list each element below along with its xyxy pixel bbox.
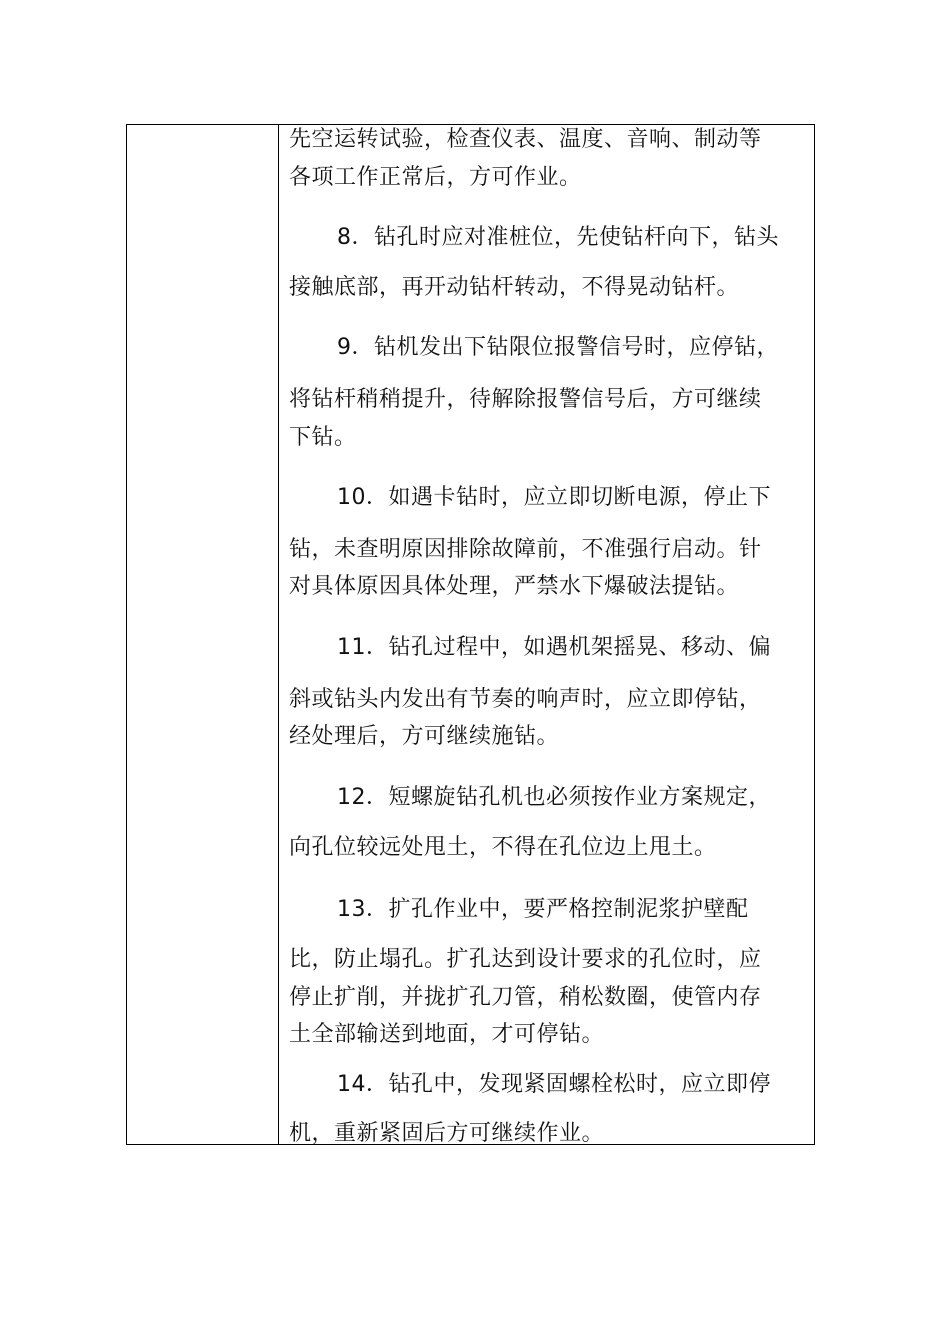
- item-14-line-1: 14．钻孔中，发现紧固螺栓松时，应立即停: [337, 1072, 771, 1097]
- item-9-line-1: 9．钻机发出下钻限位报警信号时，应停钻，: [337, 335, 779, 360]
- item-13-line-2: 比，防止塌孔。扩孔达到设计要求的孔位时，应: [289, 947, 762, 972]
- text-line: 各项工作正常后，方可作业。: [289, 165, 582, 190]
- table-left-column: [127, 125, 279, 1144]
- text-line: 先空运转试验，检查仪表、温度、音响、制动等: [289, 127, 762, 152]
- item-11-line-3: 经处理后，方可继续施钻。: [289, 724, 560, 749]
- item-8-line-1: 8．钻孔时应对准桩位，先使钻杆向下，钻头: [337, 225, 779, 250]
- item-13-line-3: 停止扩削，并拢扩孔刀管，稍松数圈，使管内存: [289, 985, 762, 1010]
- item-11-line-2: 斜或钻头内发出有节奏的响声时，应立即停钻，: [289, 687, 762, 712]
- item-13-line-1: 13．扩孔作业中，要严格控制泥浆护壁配: [337, 897, 749, 922]
- item-12-line-1: 12．短螺旋钻孔机也必须按作业方案规定，: [337, 785, 771, 810]
- item-11-line-1: 11．钻孔过程中，如遇机架摇晃、移动、偏: [337, 635, 771, 660]
- item-10-line-2: 钻，未查明原因排除故障前，不准强行启动。针: [289, 537, 762, 562]
- item-9-line-2: 将钻杆稍稍提升，待解除报警信号后，方可继续: [289, 387, 762, 412]
- item-8-line-2: 接触底部，再开动钻杆转动，不得晃动钻杆。: [289, 275, 740, 300]
- item-13-line-4: 土全部输送到地面，才可停钻。: [289, 1022, 605, 1047]
- item-10-line-1: 10．如遇卡钻时，应立即切断电源，停止下: [337, 485, 771, 510]
- item-9-line-3: 下钻。: [289, 425, 357, 450]
- item-10-line-3: 对具体原因具体处理，严禁水下爆破法提钻。: [289, 574, 740, 599]
- document-table: [126, 124, 815, 1145]
- item-12-line-2: 向孔位较远处甩土，不得在孔位边上甩土。: [289, 835, 717, 860]
- item-14-line-2: 机，重新紧固后方可继续作业。: [289, 1121, 605, 1146]
